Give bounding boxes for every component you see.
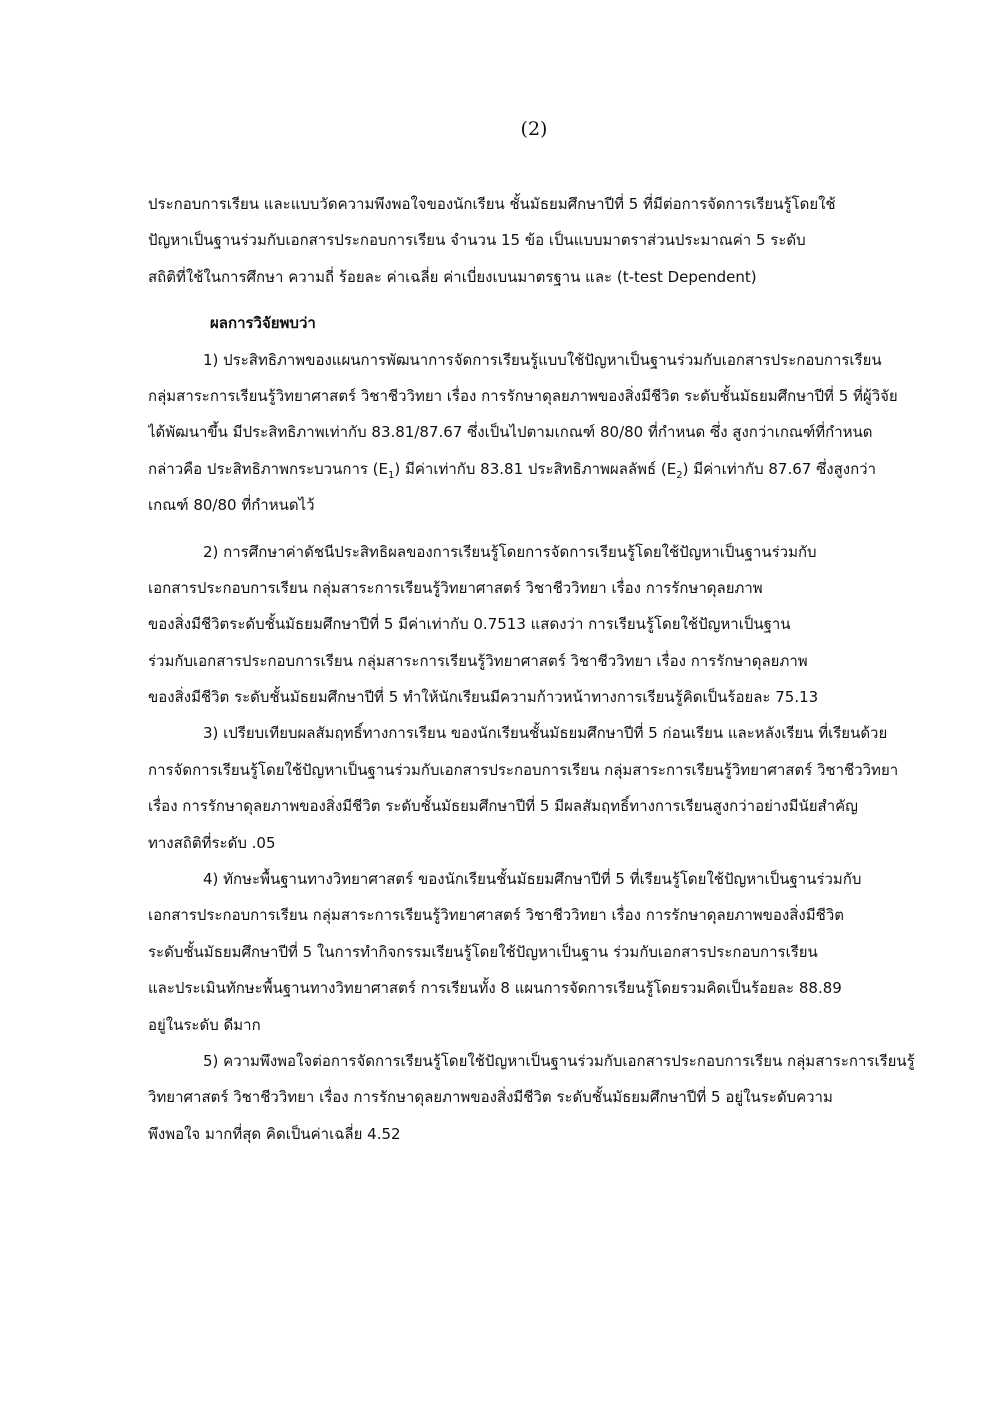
text-line: อยู่ในระดับ ดีมาก	[148, 1015, 261, 1034]
text-segment: กล่าวคือ ประสิทธิภาพกระบวนการ (E	[148, 459, 389, 478]
subscript: 1	[388, 469, 395, 481]
text-line: ได้พัฒนาขึ้น มีประสิทธิภาพเท่ากับ 83.81/87.67 ซึ่งเป็นไปตามเกณฑ์ 80/80 ที่กำหนด ซึ่ง สูงกว่าเกณฑ์ที่กำหนด	[148, 423, 873, 442]
text-line: สถิติที่ใช้ในการศึกษา ความถี่ ร้อยละ ค่าเฉลี่ย ค่าเบี่ยงเบนมาตรฐาน และ (t-test Dependent)	[148, 267, 757, 286]
text-line: และประเมินทักษะพื้นฐานทางวิทยาศาสตร์ การเรียนทั้ง 8 แผนการจัดการเรียนรู้โดยรวมคิดเป็นร้อยละ 88.89	[148, 979, 842, 998]
finding-1-paragraph	[148, 342, 918, 524]
document-body	[148, 186, 918, 1152]
finding-2-paragraph	[148, 534, 918, 716]
text-line: เรื่อง การรักษาดุลยภาพของสิ่งมีชีวิต ระดับชั้นมัธยมศึกษาปีที่ 5 มีผลสัมฤทธิ์ทางการเรียนสูงกว่าอย่างมีนัยสำคัญ	[148, 797, 858, 816]
finding-4-paragraph	[148, 861, 918, 1043]
text-line: 4) ทักษะพื้นฐานทางวิทยาศาสตร์ ของนักเรียนชั้นมัธยมศึกษาปีที่ 5 ที่เรียนรู้โดยใช้ปัญหาเป็นฐานร่วมกับ	[203, 870, 862, 889]
text-line: ระดับชั้นมัธยมศึกษาปีที่ 5 ในการทำกิจกรรมเรียนรู้โดยใช้ปัญหาเป็นฐาน ร่วมกับเอกสารประกอบการเรียน	[148, 942, 818, 961]
page-number: (2)	[520, 118, 548, 140]
text-line: เกณฑ์ 80/80 ที่กำหนดไว้	[148, 496, 315, 515]
text-line: พึงพอใจ มากที่สุด คิดเป็นค่าเฉลี่ย 4.52	[148, 1124, 401, 1143]
text-line: 5) ความพึงพอใจต่อการจัดการเรียนรู้โดยใช้ปัญหาเป็นฐานร่วมกับเอกสารประกอบการเรียน กลุ่มสาระการเรียนรู้	[203, 1051, 915, 1070]
text-segment: ) มีค่าเท่ากับ 87.67 ซึ่งสูงกว่า	[682, 459, 877, 478]
text-line: เอกสารประกอบการเรียน กลุ่มสาระการเรียนรู้วิทยาศาสตร์ วิชาชีววิทยา เรื่อง การรักษาดุลยภาพของสิ่งมีชีวิต	[148, 906, 844, 925]
text-line: ร่วมกับเอกสารประกอบการเรียน กลุ่มสาระการเรียนรู้วิทยาศาสตร์ วิชาชีววิทยา เรื่อง การรักษาดุลยภาพ	[148, 651, 808, 670]
text-line: 3) เปรียบเทียบผลสัมฤทธิ์ทางการเรียน ของนักเรียนชั้นมัธยมศึกษาปีที่ 5 ก่อนเรียน และหลังเรียน ที่เรียนด้วย	[203, 724, 888, 743]
finding-3-paragraph	[148, 715, 918, 861]
results-heading: ผลการวิจัยพบว่า	[210, 314, 316, 333]
text-line: 2) การศึกษาค่าดัชนีประสิทธิผลของการเรียนรู้โดยการจัดการเรียนรู้โดยใช้ปัญหาเป็นฐานร่วมกับ	[203, 542, 817, 561]
text-line: ของสิ่งมีชีวิตระดับชั้นมัธยมศึกษาปีที่ 5 มีค่าเท่ากับ 0.7513 แสดงว่า การเรียนรู้โดยใช้ปัญหาเป็นฐาน	[148, 615, 791, 634]
text-line: เอกสารประกอบการเรียน กลุ่มสาระการเรียนรู้วิทยาศาสตร์ วิชาชีววิทยา เรื่อง การรักษาดุลยภาพ	[148, 578, 763, 597]
text-line: วิทยาศาสตร์ วิชาชีววิทยา เรื่อง การรักษาดุลยภาพของสิ่งมีชีวิต ระดับชั้นมัธยมศึกษาปีที่ 5 อยู่ในระดับความ	[148, 1088, 833, 1107]
text-line: กลุ่มสาระการเรียนรู้วิทยาศาสตร์ วิชาชีววิทยา เรื่อง การรักษาดุลยภาพของสิ่งมีชีวิต ระดับชั้นมัธยมศึกษาปีที่ 5 ที่ผู้วิจัย	[148, 386, 898, 405]
finding-5-paragraph	[148, 1043, 918, 1152]
text-segment: ) มีค่าเท่ากับ 83.81 ประสิทธิภาพผลลัพธ์ (E	[394, 459, 677, 478]
text-line: ทางสถิติที่ระดับ .05	[148, 833, 276, 852]
intro-paragraph	[148, 186, 918, 295]
text-line: ปัญหาเป็นฐานร่วมกับเอกสารประกอบการเรียน จำนวน 15 ข้อ เป็นแบบมาตราส่วนประมาณค่า 5 ระดับ	[148, 231, 806, 250]
text-line: การจัดการเรียนรู้โดยใช้ปัญหาเป็นฐานร่วมกับเอกสารประกอบการเรียน กลุ่มสาระการเรียนรู้วิทยาศาสตร์ วิชาชีววิทยา	[148, 760, 899, 779]
subscript: 2	[676, 469, 683, 481]
text-line: ประกอบการเรียน และแบบวัดความพึงพอใจของนักเรียน ชั้นมัธยมศึกษาปีที่ 5 ที่มีต่อการจัดการเรียนรู้โดยใช้	[148, 195, 836, 213]
text-line: 1) ประสิทธิภาพของแผนการพัฒนาการจัดการเรียนรู้แบบใช้ปัญหาเป็นฐานร่วมกับเอกสารประกอบการเรียน	[203, 350, 882, 369]
text-line-with-subscripts	[148, 451, 918, 487]
text-line: ของสิ่งมีชีวิต ระดับชั้นมัธยมศึกษาปีที่ 5 ทำให้นักเรียนมีความก้าวหน้าทางการเรียนรู้คิดเป็นร้อยละ 75.13	[148, 688, 819, 707]
